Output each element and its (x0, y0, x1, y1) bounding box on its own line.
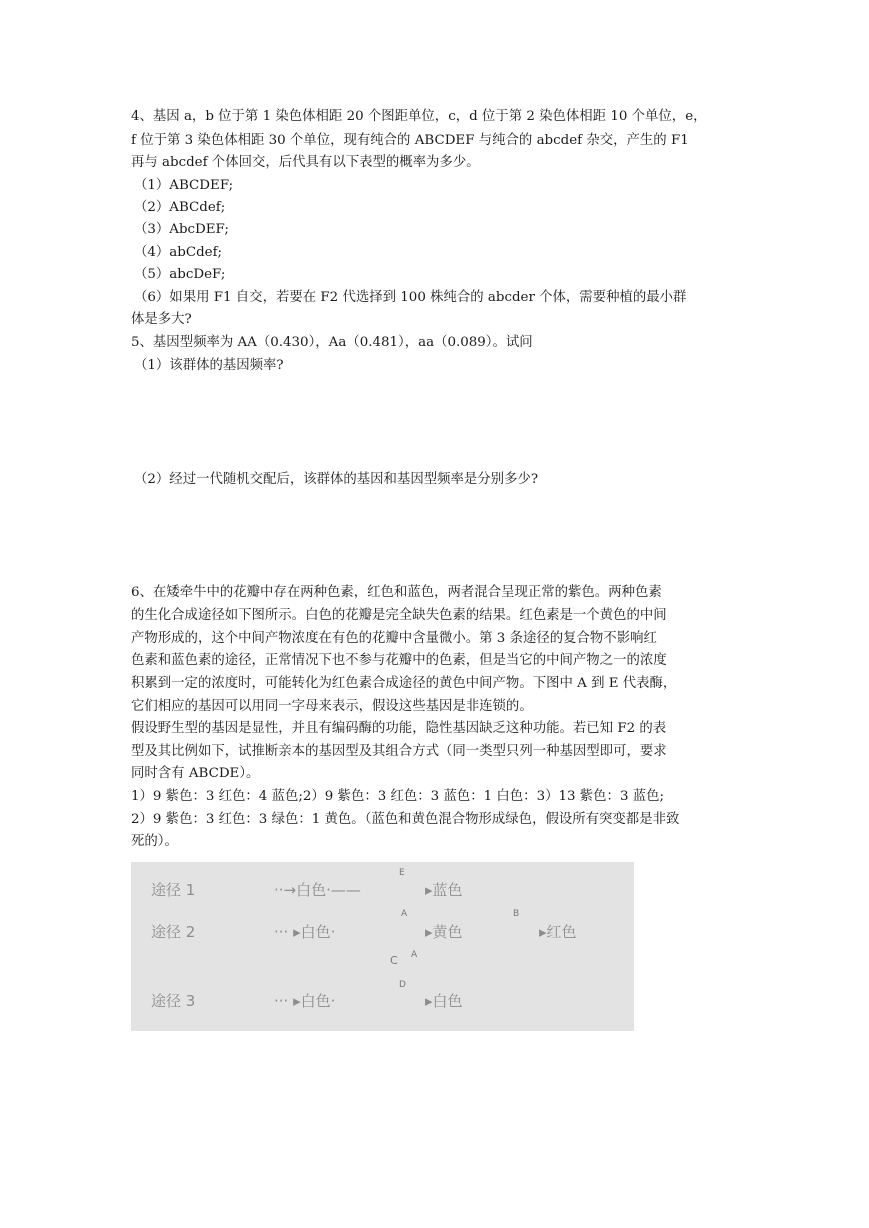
q4-item-6a: （6）如果用 F1 自交，若要在 F2 代选择到 100 株纯合的 abcder 个体，需要种植的最小群 (134, 290, 687, 305)
q6-line-9: 同时含有 ABCDE）。 (131, 766, 260, 781)
q4-item-2: （2）ABCdef; (134, 200, 226, 215)
pathway-3-product: ▸白色 (425, 992, 463, 1010)
pathway-2-label: 途径 2 (151, 923, 196, 941)
pathway-3-enzyme: D (399, 980, 406, 990)
q4-item-1: （1）ABCDEF; (134, 178, 234, 193)
pathway-1-start: ··→白色·—— (274, 881, 361, 899)
q6-line-1: 6、在矮牵牛中的花瓣中存在两种色素，红色和蓝色，两者混合呈现正常的紫色。两种色素 (131, 585, 662, 600)
q6-line-7: 假设野生型的基因是显性，并且有编码酶的功能，隐性基因缺乏这种功能。若已知 F2 的表 (131, 721, 667, 736)
pathway-2-enzyme: A (401, 909, 408, 919)
pathway-2-intermediate: ▸黄色 (425, 923, 463, 941)
pathway-2-enzyme-b: B (513, 909, 520, 919)
q5-item-1: （1）该群体的基因频率? (134, 358, 284, 373)
q4-item-6b: 体是多大? (131, 312, 192, 327)
q4-item-4: （4）abCdef; (134, 245, 223, 260)
q6-line-10: 1）9 紫色：3 红色：4 蓝色;2）9 紫色：3 红色：3 蓝色：1 白色：3）13 紫色：3 蓝色; (131, 789, 665, 804)
pathway-3-label: 途径 3 (151, 992, 196, 1010)
pathway-3-start: ··· ▸白色· (274, 992, 336, 1010)
q4-item-5: （5）abcDeF; (134, 267, 226, 282)
pathway-2-start: ··· ▸白色· (274, 923, 336, 941)
q6-line-11: 2）9 紫色：3 红色：3 绿色：1 黄色。（蓝色和黄色混合物形成绿色，假设所有突变都是非致 (131, 812, 680, 827)
pathway-2-product: ▸红色 (539, 923, 577, 941)
q5-line-1: 5、基因型频率为 AA（0.430），Aa（0.481），aa（0.089）。试问 (131, 335, 533, 350)
q6-line-6: 它们相应的基因可以用同一字母来表示，假设这些基因是非连锁的。 (131, 699, 533, 714)
pathway-1-product: ▸蓝色 (425, 881, 463, 899)
q6-line-12: 死的）。 (131, 834, 178, 849)
q4-item-3: （3）AbcDEF; (134, 222, 229, 237)
q4-line-1: 4、基因 a，b 位于第 1 染色体相距 20 个图距单位，c，d 位于第 2 染色体相距 10 个单位，e， (131, 109, 707, 124)
q6-line-8: 型及其比例如下，试推断亲本的基因型及其组合方式（同一类型只列一种基因型即可，要求 (131, 744, 667, 759)
q6-line-4: 色素和蓝色素的途径，正常情况下也不参与花瓣中的色素，但是当它的中间产物之一的浓度 (131, 653, 667, 668)
q6-line-5: 积累到一定的浓度时，可能转化为红色素合成途径的黄色中间产物。下图中 A 到 E 代表酶， (131, 676, 677, 691)
q4-line-2: f 位于第 3 染色体相距 30 个单位，现有纯合的 ABCDEF 与纯合的 abcdef 杂交，产生的 F1 (131, 133, 689, 148)
pathway-1-label: 途径 1 (151, 881, 196, 899)
q6-line-2: 的生化合成途径如下图所示。白色的花瓣是完全缺失色素的结果。红色素是一个黄色的中间 (131, 608, 667, 623)
enzyme-c-label: C (390, 954, 398, 967)
pathway-figure (131, 862, 634, 1031)
pathway-1-enzyme: E (399, 868, 405, 878)
enzyme-a-label: A (411, 950, 418, 960)
q4-line-3: 再与 abcdef 个体回交，后代具有以下表型的概率为多少。 (131, 155, 480, 170)
q6-line-3: 产物形成的，这个中间产物浓度在有色的花瓣中含量微小。第 3 条途径的复合物不影响红 (131, 631, 657, 646)
q5-item-2: （2）经过一代随机交配后，该群体的基因和基因型频率是分别多少? (134, 472, 539, 487)
